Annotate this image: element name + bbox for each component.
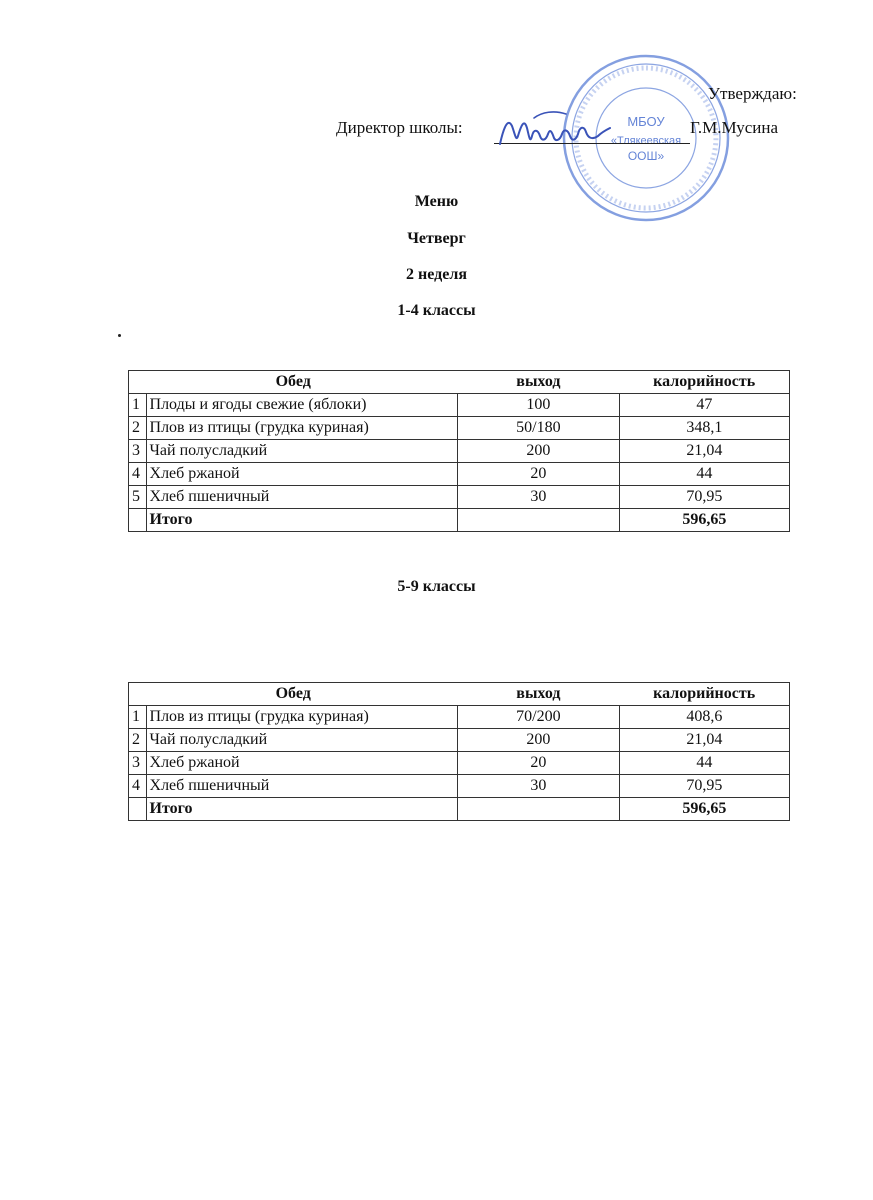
total-row (129, 509, 790, 532)
total-calories: 596,65 (619, 798, 789, 821)
dish-output: 200 (457, 440, 619, 463)
total-number-cell (129, 798, 147, 821)
dish-output: 200 (457, 729, 619, 752)
row-number: 4 (129, 775, 147, 798)
dish-calories: 70,95 (619, 775, 789, 798)
menu-table-1-4 (128, 370, 790, 532)
total-label: Итого (146, 798, 457, 821)
header-meal: Обед (129, 371, 458, 394)
table-row (129, 775, 790, 798)
table-row (129, 463, 790, 486)
svg-text:МБОУ: МБОУ (627, 114, 665, 129)
dish-calories: 70,95 (619, 486, 789, 509)
dish-name: Плов из птицы (грудка куриная) (146, 706, 457, 729)
total-number-cell (129, 509, 147, 532)
row-number: 2 (129, 729, 147, 752)
dish-output: 70/200 (457, 706, 619, 729)
dish-name: Плов из птицы (грудка куриная) (146, 417, 457, 440)
dish-name: Хлеб пшеничный (146, 775, 457, 798)
table-row (129, 440, 790, 463)
table-row (129, 417, 790, 440)
table-row (129, 486, 790, 509)
menu-table-5-9 (128, 682, 790, 821)
dish-name: Хлеб ржаной (146, 752, 457, 775)
dish-output: 30 (457, 775, 619, 798)
dish-output: 30 (457, 486, 619, 509)
total-output-cell (457, 798, 619, 821)
header-calories: калорийность (619, 371, 789, 394)
total-calories: 596,65 (619, 509, 789, 532)
table-row (129, 729, 790, 752)
dish-name: Чай полусладкий (146, 440, 457, 463)
stray-dot (118, 334, 121, 337)
dish-name: Чай полусладкий (146, 729, 457, 752)
svg-text:«Тлякеевская: «Тлякеевская (610, 135, 682, 147)
dish-output: 50/180 (457, 417, 619, 440)
header-meal: Обед (129, 683, 458, 706)
table-header-row (129, 683, 790, 706)
dish-output: 100 (457, 394, 619, 417)
director-signature (494, 96, 614, 166)
row-number: 1 (129, 394, 147, 417)
dish-output: 20 (457, 752, 619, 775)
table-row (129, 752, 790, 775)
svg-text:ООШ»: ООШ» (627, 149, 665, 163)
total-label: Итого (146, 509, 457, 532)
table-header-row (129, 371, 790, 394)
total-row (129, 798, 790, 821)
row-number: 1 (129, 706, 147, 729)
group-title-5-9: 5-9 классы (397, 578, 476, 595)
dish-output: 20 (457, 463, 619, 486)
row-number: 4 (129, 463, 147, 486)
dish-calories: 44 (619, 752, 789, 775)
dish-calories: 21,04 (619, 440, 789, 463)
dish-name: Хлеб ржаной (146, 463, 457, 486)
dish-calories: 348,1 (619, 417, 789, 440)
header-output: выход (457, 371, 619, 394)
director-name: Г.М.Мусина (690, 118, 779, 137)
approve-label: Утверждаю: (708, 84, 797, 103)
menu-title: Меню (414, 193, 459, 210)
dish-calories: 47 (619, 394, 789, 417)
day-title: Четверг (407, 230, 466, 247)
row-number: 2 (129, 417, 147, 440)
row-number: 5 (129, 486, 147, 509)
dish-name: Хлеб пшеничный (146, 486, 457, 509)
dish-calories: 408,6 (619, 706, 789, 729)
header-output: выход (457, 683, 619, 706)
header-calories: калорийность (619, 683, 789, 706)
director-label: Директор школы: (336, 118, 463, 137)
table-row (129, 706, 790, 729)
week-title: 2 неделя (406, 266, 467, 283)
table-row (129, 394, 790, 417)
group-title-1-4: 1-4 классы (397, 302, 476, 319)
dish-calories: 21,04 (619, 729, 789, 752)
row-number: 3 (129, 440, 147, 463)
row-number: 3 (129, 752, 147, 775)
total-output-cell (457, 509, 619, 532)
dish-calories: 44 (619, 463, 789, 486)
dish-name: Плоды и ягоды свежие (яблоки) (146, 394, 457, 417)
